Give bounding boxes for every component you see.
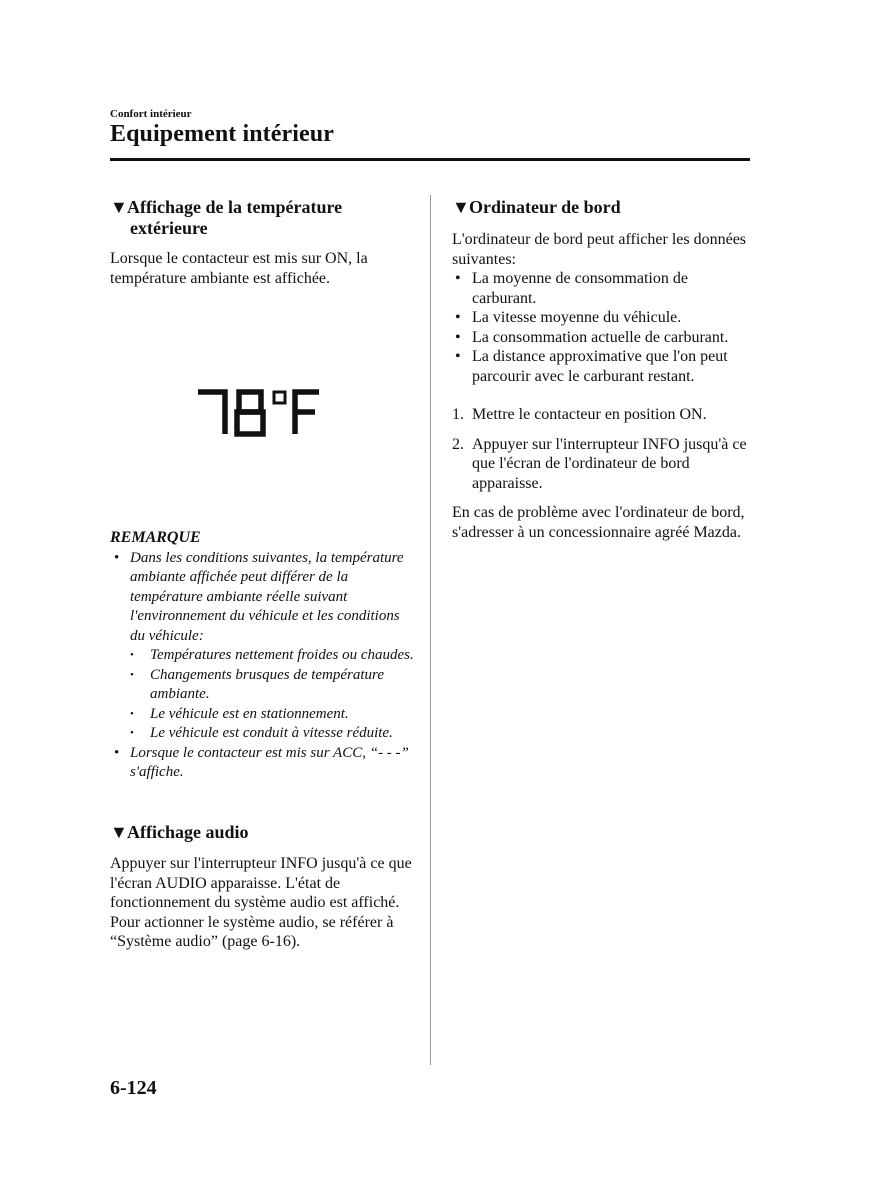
temperature-display — [195, 388, 325, 438]
note-bullet: • Lorsque le contacteur est mis sur ACC, “- - -” s'affiche. — [110, 744, 415, 783]
temperature-heading: ▼Affichage de la température extérieure — [110, 197, 343, 238]
trip-computer-heading: ▼Ordinateur de bord — [452, 197, 621, 217]
step-item: 2. Appuyer sur l'interrupteur INFO jusqu'à ce que l'écran de l'ordinateur de bord apparaisse. — [452, 435, 747, 492]
audio-reference-paragraph: Pour actionner le système audio, se référer à “Système audio” (page 6-16). — [110, 913, 394, 950]
note-sub-bullet: • Le véhicule est conduit à vitesse réduite. — [110, 724, 415, 744]
title-rule — [110, 158, 750, 161]
section-label: Confort intérieur — [110, 108, 192, 120]
trip-computer-intro: L'ordinateur de bord peut afficher les données suivantes: — [452, 231, 747, 268]
note-sub-bullet: • Changements brusques de température ambiante. — [110, 666, 415, 705]
note-sub-bullet: • Le véhicule est en stationnement. — [110, 705, 415, 725]
list-item: • La vitesse moyenne du véhicule. — [452, 308, 752, 328]
step-item: 1. Mettre le contacteur en position ON. — [452, 406, 707, 423]
temperature-display-graphic — [195, 388, 325, 438]
column-divider — [430, 195, 431, 1065]
note-bullet: • Dans les conditions suivantes, la température ambiante affichée peut différer de la température ambiante réelle suivant l'environnement du véhicule et les conditions du véhicule: — [110, 549, 415, 647]
note-box — [110, 528, 415, 783]
list-item: • La moyenne de consommation de carburant. — [452, 269, 752, 308]
page-number: 6-124 — [110, 1077, 157, 1099]
audio-heading: ▼Affichage audio — [110, 822, 249, 842]
triangle-down-icon: ▼ — [110, 197, 128, 217]
note-sub-bullet: • Températures nettement froides ou chaudes. — [110, 646, 415, 666]
page-title: Equipement intérieur — [110, 121, 334, 147]
triangle-down-icon: ▼ — [110, 822, 128, 842]
audio-section — [110, 822, 415, 952]
triangle-down-icon: ▼ — [452, 197, 470, 217]
left-column — [110, 197, 415, 288]
trip-computer-closing: En cas de problème avec l'ordinateur de bord, s'adresser à un concessionnaire agréé Mazda. — [452, 504, 745, 541]
temperature-body: Lorsque le contacteur est mis sur ON, la température ambiante est affichée. — [110, 250, 368, 287]
list-item: • La distance approximative que l'on peut parcourir avec le carburant restant. — [452, 347, 752, 386]
right-column — [452, 197, 752, 542]
list-item: • La consommation actuelle de carburant. — [452, 328, 752, 348]
note-heading: REMARQUE — [110, 529, 201, 546]
audio-paragraph: Appuyer sur l'interrupteur INFO jusqu'à ce que l'écran AUDIO apparaisse. L'état de fonctionnement du système audio est affiché. — [110, 855, 412, 911]
